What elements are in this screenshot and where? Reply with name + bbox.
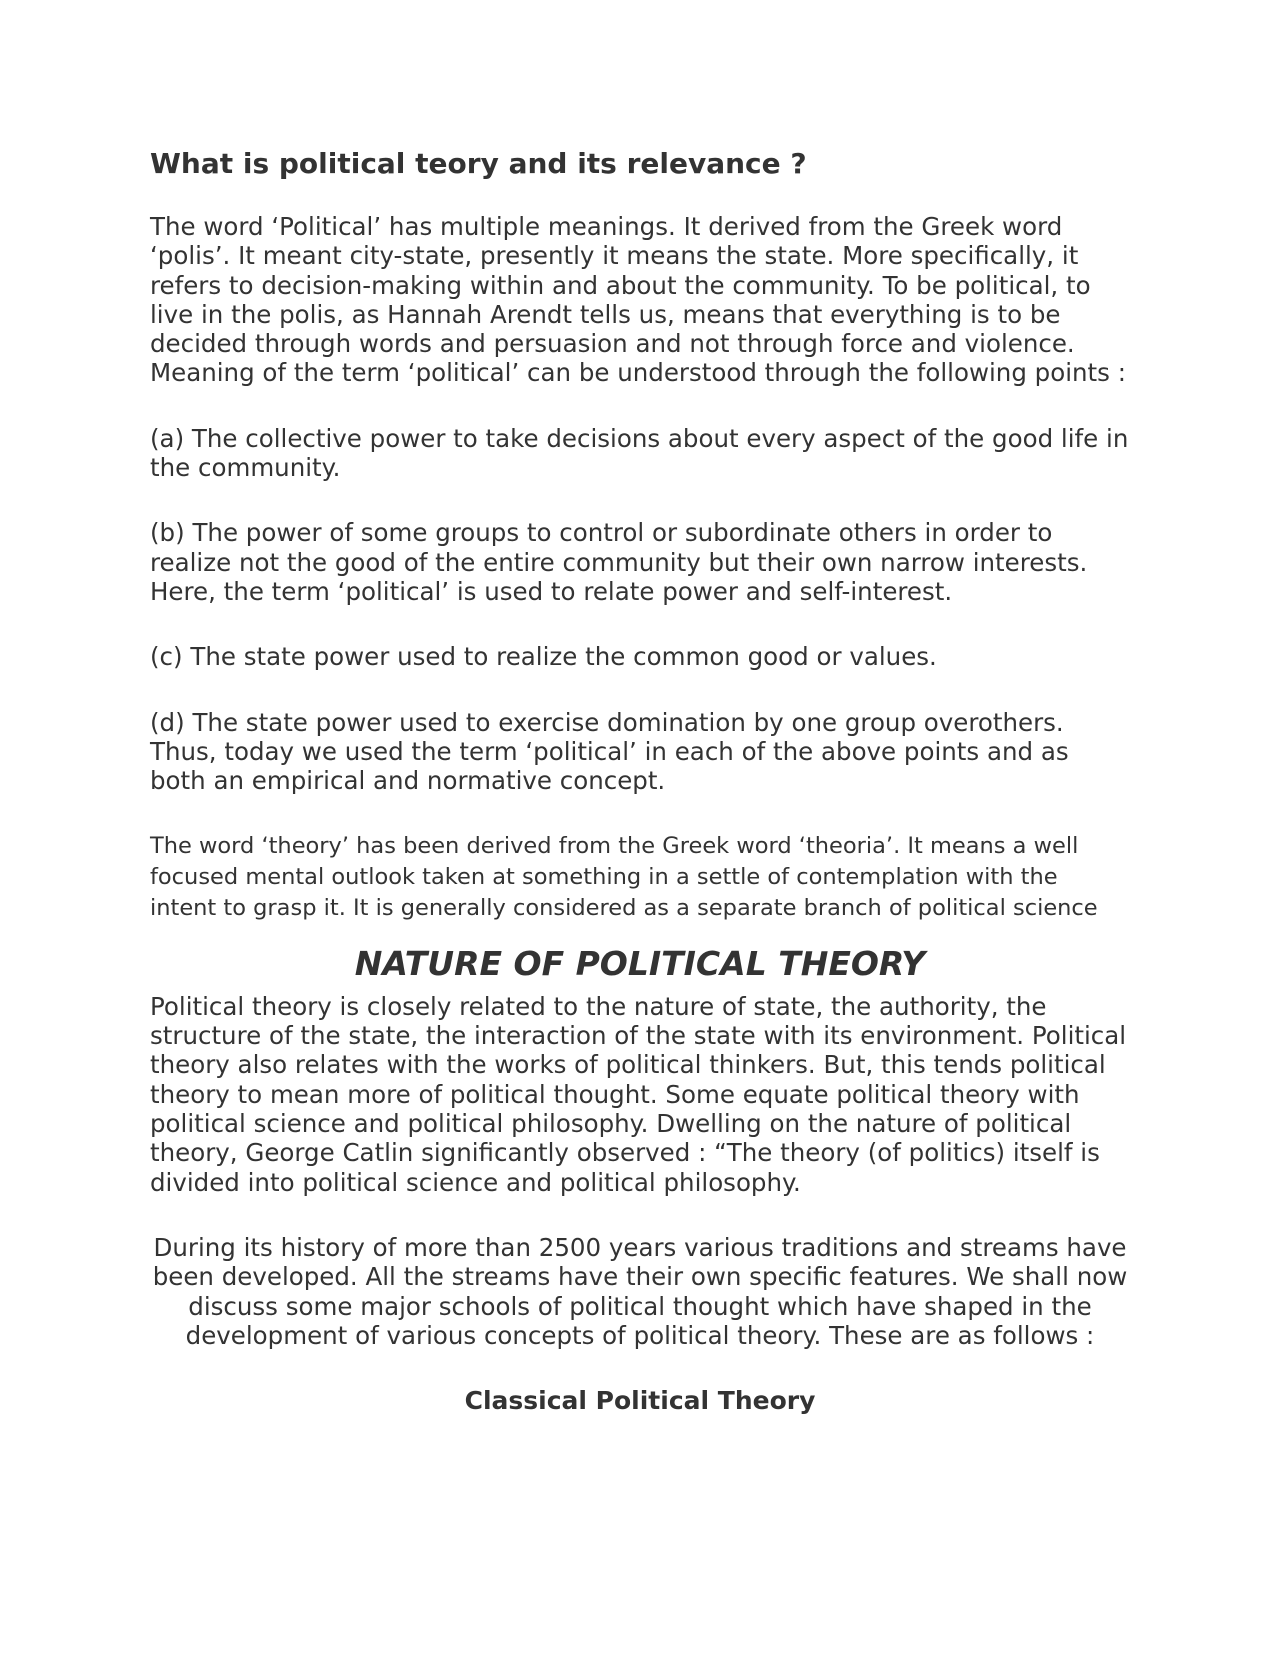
intro-paragraph: The word ‘Political’ has multiple meanings. It derived from the Greek word ‘polis’. It meant city-state, presently it means the state. More specifically, it refers to decision-making within and about the community. To be political, to live in the polis, as Hannah Arendt tells us, means that everything is to be decided through words and persuasion and not through force and violence. Meaning of the term ‘political’ can be understood through the following points : [150,212,1126,388]
subheading: Classical Political Theory [464,1386,816,1416]
document-title: What is political teory and its relevance ? [150,147,807,180]
section-heading: NATURE OF POLITICAL THEORY [354,943,926,983]
point-b: (b) The power of some groups to control or subordinate others in order to realize not the good of the entire community but their own narrow interests. Here, the term ‘political’ is used to relate power and self-interest. [150,518,1088,606]
history-paragraph: During its history of more than 2500 years various traditions and streams have been developed. All the streams have their own specific features. We shall now discuss some major schools of political thought which have shaped in the development of various concepts of political theory. These are as follows : [152,1232,1128,1350]
nature-paragraph: Political theory is closely related to the nature of state, the authority, the structure of the state, the interaction of the state with its environment. Political theory also relates with the works of political thinkers. But, this tends political theory to mean more of political thought. Some equate political theory with political science and political philosophy. Dwelling on the nature of political theory, George Catlin significantly observed : “The theory (of politics) itself is divided into political science and political philosophy. [150,991,1127,1197]
document-page [150,147,1130,1416]
point-d: (d) The state power used to exercise domination by one group overothers. Thus, today we used the term ‘political’ in each of the above points and as both an empirical and normative concept. [150,707,1069,796]
point-c: (c) The state power used to realize the common good or values. [150,642,937,672]
theory-paragraph: The word ‘theory’ has been derived from the Greek word ‘theoria’. It means a well focused mental outlook taken at something in a settle of contemplation with the intent to grasp it. It is generally considered as a separate branch of political science [150,833,1098,922]
point-a: (a) The collective power to take decisions about every aspect of the good life in the community. [150,423,1129,483]
